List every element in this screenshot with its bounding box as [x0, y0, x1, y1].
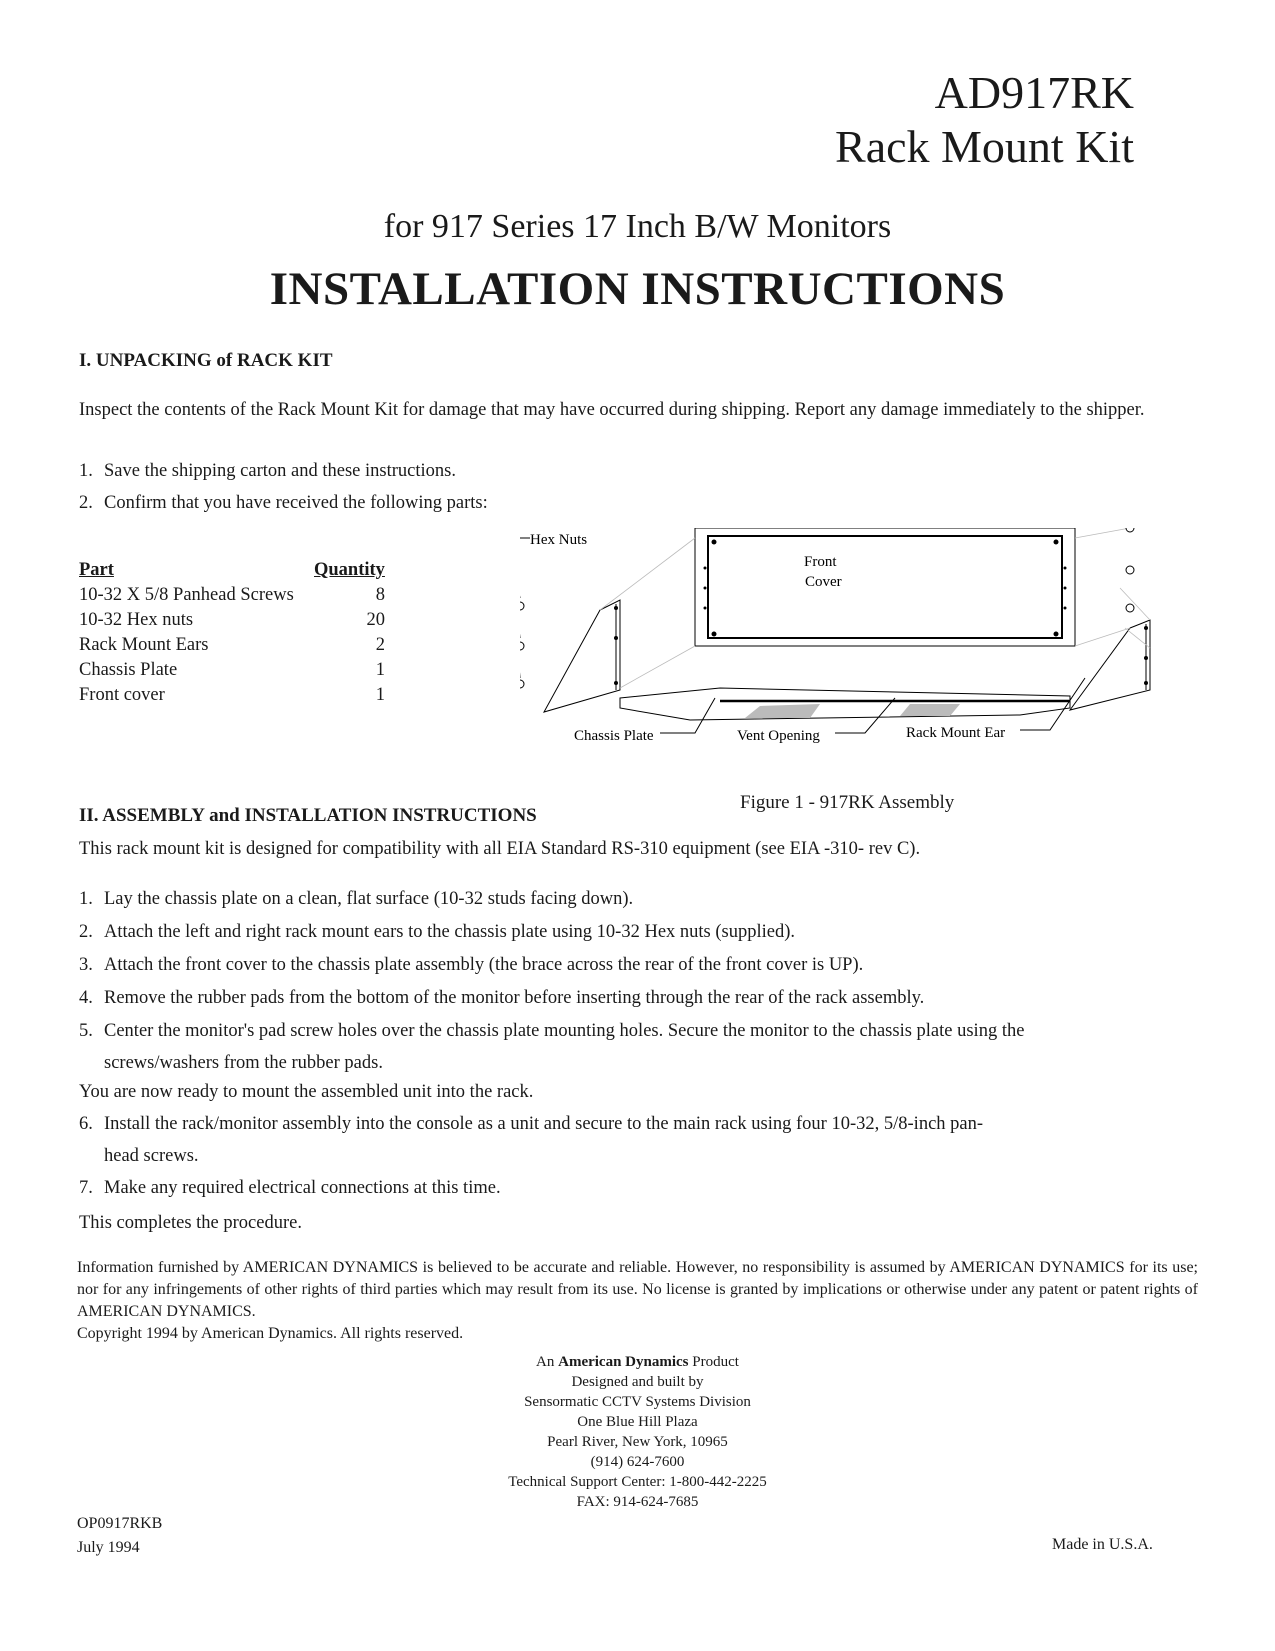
left-rack-ear [544, 600, 620, 712]
step-continuation: head screws. [104, 1146, 199, 1166]
company-line: Designed and built by [571, 1374, 704, 1390]
section1-step-1 [79, 455, 1196, 487]
chassis-plate-label: Chassis Plate [574, 728, 654, 744]
hex-nut-icon [1126, 566, 1134, 574]
qty-cell: 1 [375, 685, 385, 705]
brand-line [0, 1352, 1275, 1372]
step-text: Center the monitor's pad screw holes over the chassis plate mounting holes. Secure the monitor to the chassis plate using the [104, 1021, 1025, 1041]
brand-suffix: Product [692, 1354, 739, 1370]
chassis-plate-leader [660, 698, 715, 733]
copyright: Copyright 1994 by American Dynamics. All rights reserved. [77, 1325, 464, 1342]
company-line: Technical Support Center: 1-800-442-2225 [508, 1474, 767, 1490]
parts-table [79, 558, 385, 708]
hex-nut-icon [520, 602, 524, 610]
step-number: 4. [79, 988, 93, 1008]
section2-intro: This rack mount kit is designed for compatibility with all EIA Standard RS-310 equipment (see EIA -310- rev C). [79, 839, 921, 859]
vent-opening-leader [835, 698, 895, 733]
step-number: 3. [79, 955, 93, 975]
assembly-diagram [520, 528, 1200, 788]
step-number: 2. [79, 922, 93, 942]
brand-name: American Dynamics [558, 1354, 689, 1370]
company-info [0, 1352, 1275, 1512]
hex-nuts [520, 528, 1134, 688]
company-line: FAX: 914-624-7685 [576, 1494, 699, 1510]
screw-holes [614, 540, 1148, 686]
company-line: Pearl River, New York, 10965 [547, 1434, 728, 1450]
table-row [79, 633, 385, 658]
table-row [79, 658, 385, 683]
rack-mount-ear-label: Rack Mount Ear [906, 725, 1006, 741]
hex-nut-icon [1126, 528, 1134, 532]
step-text: Lay the chassis plate on a clean, flat surface (10-32 studs facing down). [104, 889, 634, 909]
disclaimer-text: Information furnished by AMERICAN DYNAMICS is believed to be accurate and reliable. However, no responsibility is assumed by AMERICAN DYNAMICS for its use; nor for any infringements of other rights of third parties which may result from its use. No license is granted by implications or otherwise under any patent or patent rights of AMERICAN DYNAMICS. [77, 1259, 1198, 1320]
section2-step-7 [79, 1172, 1196, 1204]
table-row [79, 608, 385, 633]
section2-title: II. ASSEMBLY and INSTALLATION INSTRUCTIONS [79, 805, 537, 826]
vent-opening-right [900, 704, 960, 716]
company-line: (914) 624-7600 [590, 1454, 685, 1470]
section2-step-6 [79, 1108, 1196, 1172]
guide-lines [600, 528, 1150, 688]
part-header: Part [79, 560, 114, 580]
section2-step-2 [79, 916, 1196, 948]
document-title [835, 66, 1134, 174]
rack-ear-leader [1020, 678, 1085, 730]
step-continuation: screws/washers from the rubber pads. [104, 1053, 383, 1073]
quantity-header: Quantity [314, 560, 385, 580]
part-cell: Chassis Plate [79, 660, 178, 680]
table-row [79, 683, 385, 708]
main-heading: INSTALLATION INSTRUCTIONS [269, 263, 1006, 315]
step-text: Make any required electrical connections at this time. [104, 1178, 501, 1198]
step-number: 5. [79, 1021, 93, 1041]
disclaimer [77, 1257, 1198, 1345]
company-line: Sensormatic CCTV Systems Division [524, 1394, 751, 1410]
subtitle: for 917 Series 17 Inch B/W Monitors [383, 208, 892, 245]
parts-table-header [79, 558, 385, 583]
step-number: 7. [79, 1178, 93, 1198]
figure-caption: Figure 1 - 917RK Assembly [740, 792, 955, 813]
section1-intro: Inspect the contents of the Rack Mount Kit for damage that may have occurred during shipping. Report any damage immediately to the shipper. [79, 400, 1145, 420]
section2-step-4 [79, 982, 1196, 1014]
step-number: 1. [79, 889, 93, 909]
step-text: Confirm that you have received the following parts: [104, 493, 488, 513]
hex-nut-icon [1126, 604, 1134, 612]
section2-step-1 [79, 883, 1196, 915]
part-cell: 10-32 X 5/8 Panhead Screws [79, 585, 294, 605]
ready-note: You are now ready to mount the assembled unit into the rack. [79, 1082, 534, 1102]
section2-step-3 [79, 949, 1196, 981]
step-text: Save the shipping carton and these instructions. [104, 461, 456, 481]
qty-cell: 2 [375, 635, 385, 655]
doc-number: OP0917RKB [77, 1515, 163, 1532]
hex-nut-icon [520, 642, 524, 650]
part-cell: Rack Mount Ears [79, 635, 209, 655]
step-number: 1. [79, 461, 93, 481]
right-rack-ear [1070, 620, 1150, 710]
step-text: Remove the rubber pads from the bottom of the monitor before inserting through the rear of the rack assembly. [104, 988, 925, 1008]
vent-opening-label: Vent Opening [737, 728, 820, 744]
part-cell: Front cover [79, 685, 165, 705]
product-name: Rack Mount Kit [835, 121, 1134, 172]
step-text: Attach the left and right rack mount ears to the chassis plate using 10-32 Hex nuts (supplied). [104, 922, 796, 942]
front-cover-label-2: Cover [805, 574, 842, 590]
front-cover-outer [695, 528, 1075, 646]
qty-cell: 20 [366, 610, 385, 630]
brand-prefix: An [536, 1354, 555, 1370]
step-number: 2. [79, 493, 93, 513]
completion-note: This completes the procedure. [79, 1213, 302, 1233]
part-cell: 10-32 Hex nuts [79, 610, 194, 630]
step-text: Install the rack/monitor assembly into the console as a unit and secure to the main rack using four 10-32, 5/8-inch pan- [104, 1114, 984, 1134]
hex-nuts-label: Hex Nuts [530, 532, 588, 548]
company-line: One Blue Hill Plaza [577, 1414, 698, 1430]
step-number: 6. [79, 1114, 93, 1134]
section1-step-2 [79, 487, 1196, 519]
hex-nut-icon [520, 680, 524, 688]
vent-opening-left [745, 704, 820, 718]
front-cover-inner [708, 536, 1062, 638]
front-cover-label-1: Front [804, 554, 837, 570]
section1-title: I. UNPACKING of RACK KIT [79, 350, 333, 371]
table-row [79, 583, 385, 608]
chassis-plate [620, 688, 1070, 720]
made-in: Made in U.S.A. [1052, 1536, 1153, 1553]
step-text: Attach the front cover to the chassis plate assembly (the brace across the rear of the front cover is UP). [104, 955, 864, 975]
section2-step-5 [79, 1015, 1196, 1079]
qty-cell: 1 [375, 660, 385, 680]
model-number: AD917RK [934, 67, 1134, 118]
qty-cell: 8 [375, 585, 385, 605]
doc-date: July 1994 [77, 1539, 140, 1556]
doc-info [77, 1512, 162, 1560]
